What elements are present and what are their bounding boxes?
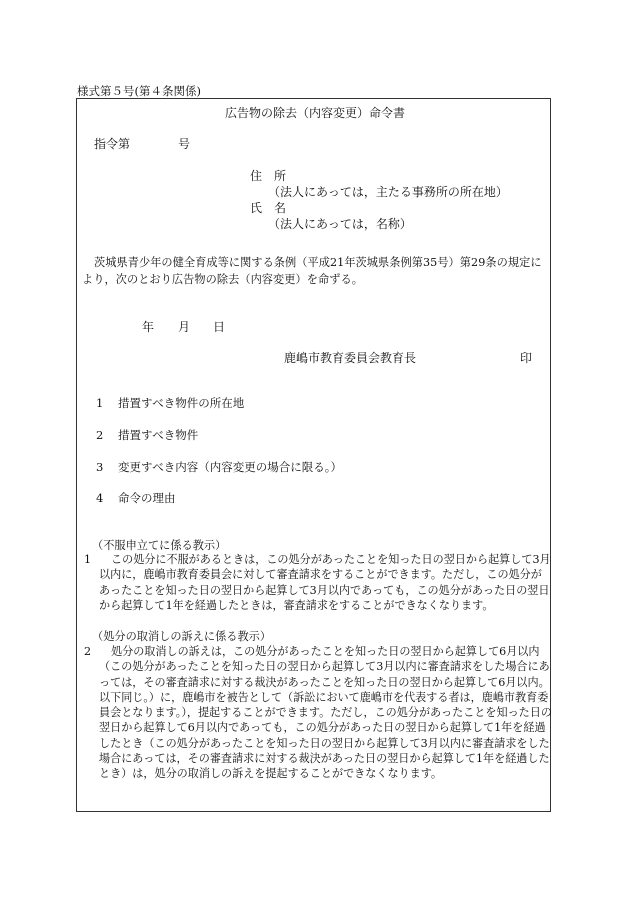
- notice-heading: （処分の取消しの訴えに係る教示）: [92, 630, 272, 643]
- list-item: [96, 427, 198, 443]
- notice-number: 1: [84, 553, 92, 566]
- notice-paragraph: [84, 552, 552, 613]
- order-number-prefix: 指令第: [94, 137, 131, 151]
- notice-paragraph: [84, 644, 552, 782]
- seal-mark: 印: [520, 351, 533, 365]
- issuer-title: 鹿嶋市教育委員会教育長: [284, 351, 417, 365]
- document-title: 広告物の除去（内容変更）命令書: [224, 106, 405, 120]
- name-note: （法人にあっては，名称）: [268, 217, 412, 231]
- item-number: 2: [96, 428, 104, 442]
- notice-number: 2: [84, 645, 92, 658]
- date-day: 日: [213, 320, 226, 334]
- date-month: 月: [178, 320, 191, 334]
- form-label: 様式第５号(第４条関係): [77, 84, 201, 98]
- item-text: 措置すべき物件: [118, 428, 199, 442]
- item-number: 4: [96, 491, 104, 505]
- item-text: 措置すべき物件の所在地: [118, 396, 245, 410]
- list-item: [96, 490, 176, 506]
- item-text: 変更すべき内容（内容変更の場合に限る。）: [118, 460, 343, 474]
- address-label: 住 所: [250, 169, 287, 183]
- item-number: 3: [96, 460, 104, 474]
- order-number-suffix: 号: [178, 137, 191, 151]
- item-text: 命令の理由: [118, 491, 176, 505]
- list-item: [96, 395, 244, 411]
- address-note: （法人にあっては，主たる事務所の所在地）: [268, 185, 508, 199]
- date-year: 年: [142, 320, 155, 334]
- name-label: 氏 名: [250, 201, 287, 215]
- order-body-text: 茨城県青少年の健全育成等に関する条例（平成21年茨城県条例第35号）第29条の規定により，次のとおり広告物の除去（内容変更）を命ずる。: [82, 256, 542, 286]
- notice-text: この処分に不服があるときは，この処分があったことを知った日の翌日から起算して3月以内に，鹿嶋市教育委員会に対して審査請求をすることができます。ただし，この処分があったことを知った日の翌日から起算して3月以内であっても，この処分があった日の翌日から起算して1年を経過したときは，審査請求をすることができなくなります。: [99, 553, 551, 612]
- notice-heading: （不服申立てに係る教示）: [92, 539, 227, 552]
- item-number: 1: [96, 396, 104, 410]
- notice-text: 処分の取消しの訴えは，この処分があったことを知った日の翌日から起算して6月以内（この処分があったことを知った日の翌日から起算して3月以内に審査請求をした場合にあっては，その審査請求に対する裁決があったことを知った日の翌日から起算して6月以内。以下同じ。）に，鹿嶋市を被告として（訴訟において鹿嶋市を代表する者は，鹿嶋市教育委員会となります。），提起することができます。ただし，この処分があったことを知った日の翌日から起算して6月以内であっても，この処分があった日の翌日から起算して1年を経過したとき（この処分があったことを知った日の翌日から起算して3月以内に審査請求をした場合にあっては，その審査請求に対する裁決があった日の翌日から起算して1年を経過したとき）は，処分の取消しの訴えを提起することができなくなります。: [99, 645, 552, 781]
- list-item: [96, 459, 342, 475]
